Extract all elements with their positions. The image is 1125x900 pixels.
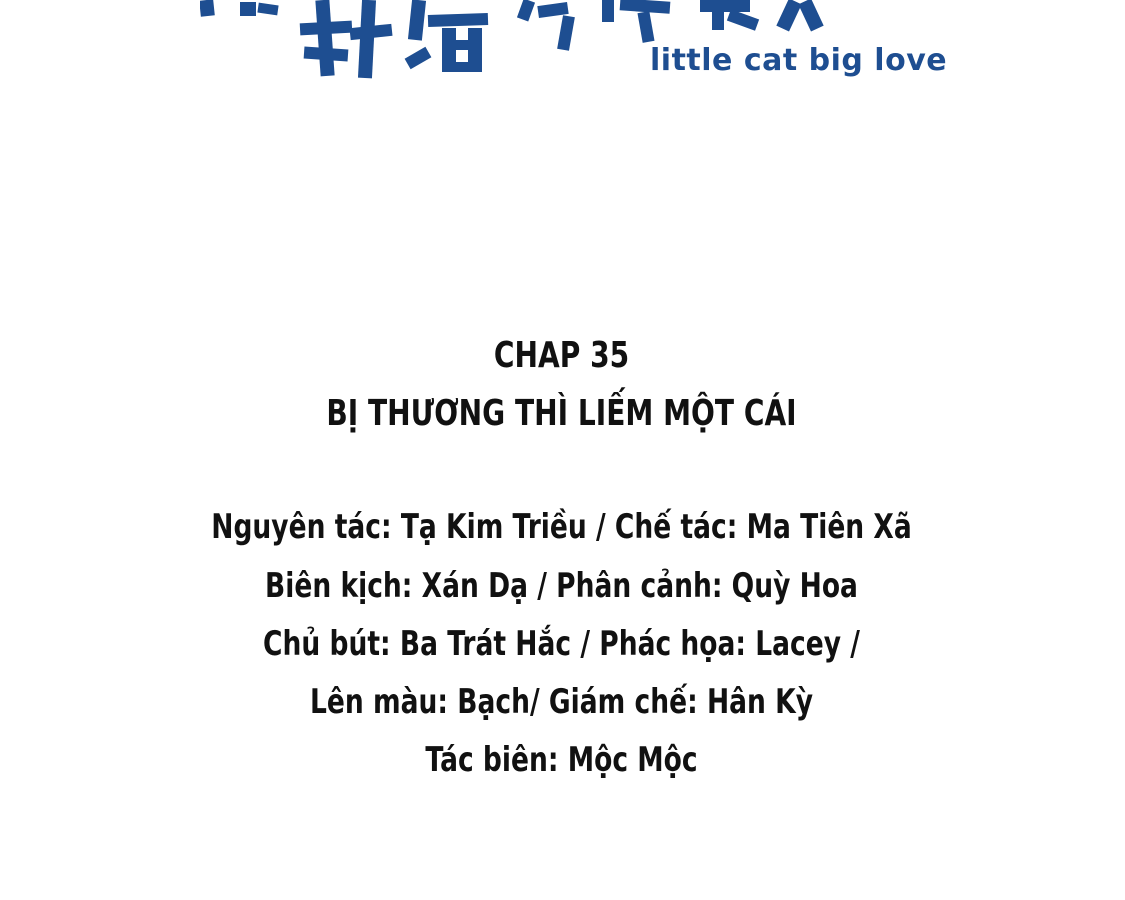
series-logo	[200, 0, 1000, 90]
credit-line-original-author: Nguyên tác: Tạ Kim Triều / Chế tác: Ma Tiên Xã	[211, 507, 912, 547]
chapter-title: BỊ THƯƠNG THÌ LIẾM MỘT CÁI	[326, 393, 797, 434]
logo-subtitle: little cat big love	[650, 43, 948, 78]
credit-line-screenwriter: Biên kịch: Xán Dạ / Phân cảnh: Quỳ Hoa	[265, 566, 858, 606]
chapter-number: CHAP 35	[493, 335, 630, 376]
credit-line-editor: Tác biên: Mộc Mộc	[425, 740, 698, 780]
credit-line-lead-artist: Chủ bút: Ba Trát Hắc / Phác họa: Lacey /	[263, 624, 860, 664]
credit-line-colorist: Lên màu: Bạch/ Giám chế: Hân Kỳ	[310, 682, 813, 722]
